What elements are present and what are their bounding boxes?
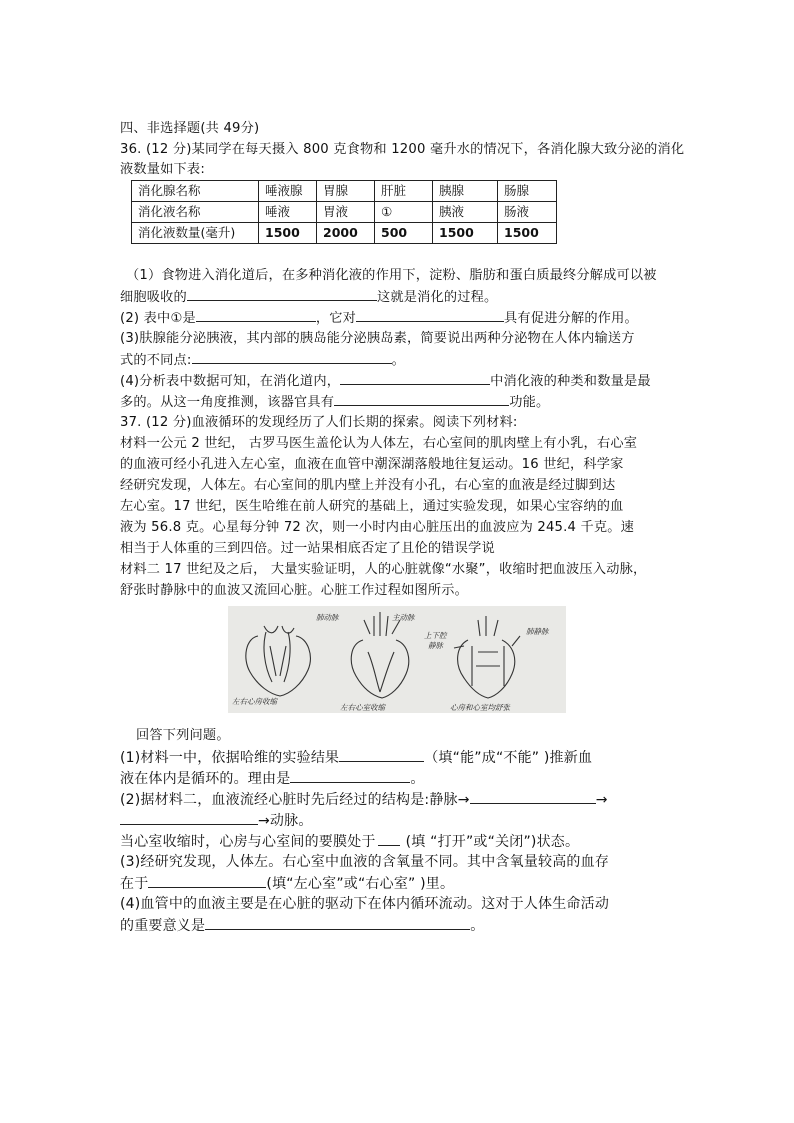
q37-material2-line: 材料二 17 世纪及之后， 大量实验证明，人的心脏就像“水聚”，收缩时把血波压入动脉， bbox=[120, 562, 647, 577]
q37-a4-text: 。 bbox=[470, 918, 485, 934]
answer-blank[interactable] bbox=[378, 832, 400, 846]
heart-cycle-diagram bbox=[228, 606, 566, 713]
table-cell: 500 bbox=[375, 223, 433, 244]
table-cell: ① bbox=[375, 202, 433, 223]
table-cell: 胰液 bbox=[433, 202, 498, 223]
q37-a2-text: →动脉。 bbox=[258, 813, 313, 829]
table-cell: 肝脏 bbox=[375, 181, 433, 202]
q37-a4-line-2 bbox=[120, 916, 484, 936]
q37-material1-line: 的血液可经小孔进入左心室，血液在血管中潮深湖落般地往复运动。16 世纪，科学家 bbox=[120, 457, 624, 472]
q37-a2-text: (2)据材料二，血液流经心脏时先后经过的结构是:静脉→ bbox=[120, 792, 470, 808]
q37-a2-text: (填 “打开”或“关闭”)状态。 bbox=[405, 834, 580, 850]
figure-label-relax: 心房和心室均舒张 bbox=[450, 703, 510, 712]
table-row bbox=[132, 223, 557, 244]
digestive-gland-table bbox=[131, 180, 557, 244]
section-title: 四、非选择题(共 49分) bbox=[120, 121, 260, 136]
table-cell: 1500 bbox=[259, 223, 317, 244]
table-row bbox=[132, 202, 557, 223]
figure-label-vena-cava-2: 静脉 bbox=[428, 641, 443, 650]
table-cell: 唾液 bbox=[259, 202, 317, 223]
answer-blank[interactable] bbox=[470, 790, 596, 804]
q36-part3-line-2 bbox=[120, 350, 405, 370]
figure-label-aorta: 主动脉 bbox=[392, 613, 415, 622]
answer-blank[interactable] bbox=[340, 371, 490, 385]
figure-label-pulmonary-artery: 肺动脉 bbox=[316, 613, 339, 622]
table-cell: 1500 bbox=[498, 223, 557, 244]
q36-part1-line-2 bbox=[120, 287, 497, 307]
table-cell: 消化液名称 bbox=[132, 202, 259, 223]
q36-part4-text: 中消化液的种类和数量是最 bbox=[490, 374, 651, 389]
answer-blank[interactable] bbox=[356, 308, 504, 322]
q36-part2-line bbox=[120, 308, 638, 328]
q37-a1-text: 液在体内是循环的。理由是 bbox=[120, 771, 291, 787]
table-cell: 2000 bbox=[317, 223, 375, 244]
q37-material1-line: 材料一公元 2 世纪， 古罗马医生盖伦认为人体左，右心室间的肌肉壁上有小乳，右心室 bbox=[120, 436, 638, 451]
table-cell: 消化液数量(毫升) bbox=[132, 223, 259, 244]
q36-part4-text: (4)分析表中数据可知，在消化道内， bbox=[120, 374, 341, 389]
heart-cycle-figure bbox=[228, 606, 566, 713]
q36-part1-text: 细胞吸收的 bbox=[120, 290, 187, 305]
answer-intro: 回答下列问题。 bbox=[136, 728, 230, 743]
table-cell: 胃液 bbox=[317, 202, 375, 223]
q36-part1-text: 这就是消化的过程。 bbox=[376, 290, 498, 305]
heart-relaxation bbox=[454, 616, 520, 698]
answer-blank[interactable] bbox=[148, 874, 266, 888]
q36-part2-text: 具有促进分解的作用。 bbox=[504, 311, 638, 326]
table-cell: 胰腺 bbox=[433, 181, 498, 202]
answer-blank[interactable] bbox=[334, 392, 509, 406]
q37-a4-text: 的重要意义是 bbox=[120, 918, 206, 934]
q37-a2-line-2 bbox=[120, 811, 313, 831]
answer-blank[interactable] bbox=[339, 748, 424, 762]
q37-material1-line: 经研究发现，人体左。右心室间的肌内壁上并没有小孔，右心室的血液是经过脚到达 bbox=[120, 478, 616, 493]
q37-a1-line-2 bbox=[120, 769, 425, 789]
q37-a1-line-1 bbox=[120, 748, 592, 768]
q37-material1-line: 左心室。17 世纪，医生哈维在前人研究的基础上，通过实验发现，如果心宝容纳的血 bbox=[120, 499, 624, 514]
heart-atria-contract bbox=[246, 626, 311, 696]
q36-part3-line-1: (3)肤腺能分泌胰液，其内部的胰岛能分泌胰岛素，简要说出两种分泌物在人体内输送方 bbox=[120, 331, 635, 346]
figure-label-vena-cava-1: 上下腔 bbox=[424, 631, 447, 640]
heart-ventricles-contract bbox=[351, 612, 408, 698]
answer-blank[interactable] bbox=[205, 916, 470, 930]
table-cell: 1500 bbox=[433, 223, 498, 244]
q36-part2-text: ，它对 bbox=[315, 311, 357, 326]
q37-material2-line: 舒张时静脉中的血波又流回心脏。心脏工作过程如图所示。 bbox=[120, 583, 469, 598]
q37-a3-line-1: (3)经研究发现，人体左。右心室中血液的含氧量不同。其中含氧量较高的血存 bbox=[120, 854, 610, 870]
q36-part4-text: 多的。从这一角度推测，该器官具有 bbox=[120, 395, 335, 410]
table-row bbox=[132, 181, 557, 202]
figure-label-atria: 左右心房收缩 bbox=[232, 697, 277, 706]
table-cell: 胃腺 bbox=[317, 181, 375, 202]
q37-a2-line-1 bbox=[120, 790, 608, 810]
table-cell: 肠腺 bbox=[498, 181, 557, 202]
answer-blank[interactable] bbox=[196, 308, 316, 322]
q37-a1-text: (1)材料一中，依据哈维的实验结果 bbox=[120, 750, 340, 766]
q37-intro: 37. (12 分)血液循环的发现经历了人们长期的探索。阅读下列材料: bbox=[120, 415, 518, 430]
q37-a3-text: 在于 bbox=[120, 876, 149, 892]
table-cell: 唾液腺 bbox=[259, 181, 317, 202]
q36-part2-text: (2) 表中①是 bbox=[120, 311, 196, 326]
table-cell: 肠液 bbox=[498, 202, 557, 223]
q37-a2-text: → bbox=[595, 792, 608, 808]
q37-a3-text: (填“左心室”或“右心室” )里。 bbox=[266, 876, 455, 892]
q36-part4-line-2 bbox=[120, 392, 549, 412]
q36-intro-line-1: 36. (12 分)某同学在每天摄入 800 克食物和 1200 毫升水的情况下，各消化腺大致分泌的消化 bbox=[120, 142, 685, 157]
answer-blank[interactable] bbox=[192, 350, 392, 364]
figure-label-ventricles: 左右心室收缩 bbox=[340, 703, 385, 712]
q37-a3-line-2 bbox=[120, 874, 454, 894]
q36-intro-line-2: 液数量如下表: bbox=[120, 162, 205, 177]
q37-material1-line: 液为 56.8 克。心星每分钟 72 次，则一小时内由心脏压出的血波应为 245.4 千克。速 bbox=[120, 520, 635, 535]
q36-part3-text: 式的不同点: bbox=[120, 353, 192, 368]
q37-a4-line-1: (4)血管中的血液主要是在心脏的驱动下在体内循环流动。这对于人体生命活动 bbox=[120, 896, 610, 912]
q36-part1-line-1: （1）食物进入消化道后，在多种消化液的作用下，淀粉、脂肪和蛋白质最终分解成可以被 bbox=[126, 268, 657, 283]
q37-material1-line: 相当于人体重的三到四倍。过一站果相底否定了且伦的错误学说 bbox=[120, 541, 495, 556]
answer-blank[interactable] bbox=[187, 287, 377, 301]
q36-part3-text: 。 bbox=[391, 353, 405, 368]
q37-a2-text: 当心室收缩时，心房与心室间的要膜处于 bbox=[120, 834, 376, 850]
answer-blank[interactable] bbox=[120, 811, 258, 825]
q36-part4-text: 功能。 bbox=[509, 395, 550, 410]
q36-part4-line-1 bbox=[120, 371, 651, 391]
q37-a2-line-3 bbox=[120, 832, 579, 852]
figure-label-pulmonary-vein: 肺静脉 bbox=[526, 627, 549, 636]
answer-blank[interactable] bbox=[290, 769, 410, 783]
table-cell: 消化腺名称 bbox=[132, 181, 259, 202]
q37-a1-text: 。 bbox=[410, 771, 425, 787]
q37-a1-text: （填“能”成“不能” )推新血 bbox=[424, 750, 593, 766]
